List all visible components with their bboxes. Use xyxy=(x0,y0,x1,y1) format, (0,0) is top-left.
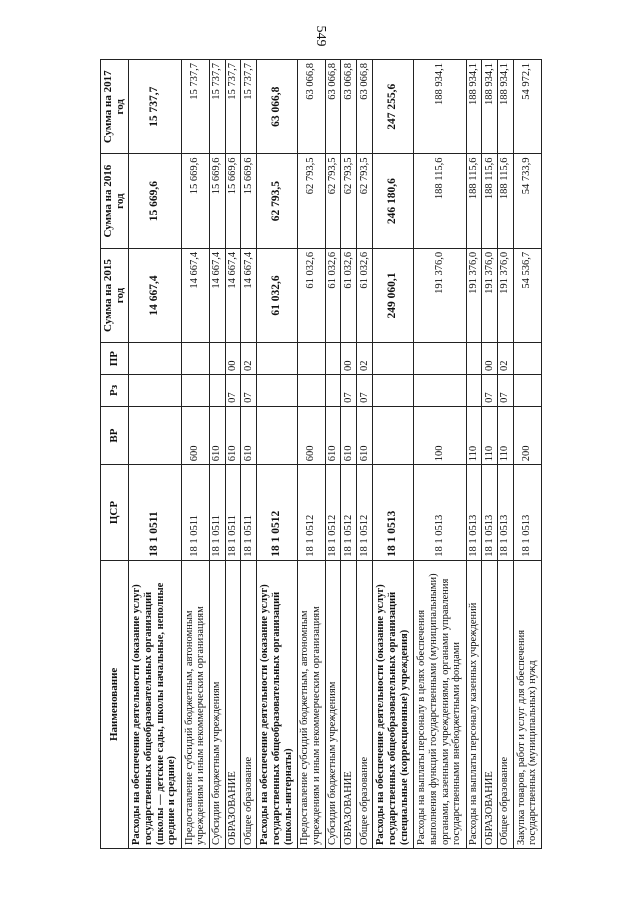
cell-name: Расходы на обеспечение деятельности (оказание услуг) государственных общеобразовательных организаций (школы — детские сады, школы начальные, неполные средние и средние) xyxy=(128,560,181,848)
cell-pr: 00 xyxy=(225,343,241,375)
cell-sum-2015: 191 376,0 xyxy=(413,248,466,342)
cell-sum-2017: 63 066,8 xyxy=(357,60,373,154)
cell-rz: 07 xyxy=(341,375,357,407)
cell-sum-2015: 249 060,1 xyxy=(372,248,413,342)
page-number: 549 xyxy=(313,25,328,47)
cell-pr xyxy=(128,343,181,375)
cell-sum-2016: 15 669,6 xyxy=(241,154,257,248)
cell-pr xyxy=(466,343,482,375)
cell-pr: 00 xyxy=(341,343,357,375)
cell-sum-2016: 15 669,6 xyxy=(128,154,181,248)
cell-sum-2017: 15 737,7 xyxy=(225,60,241,154)
cell-vr xyxy=(256,406,297,464)
cell-rz: 07 xyxy=(482,375,498,407)
cell-sum-2017: 188 934,1 xyxy=(466,60,482,154)
table-row xyxy=(466,60,482,849)
cell-rz xyxy=(325,375,341,407)
cell-sum-2016: 15 669,6 xyxy=(181,154,209,248)
cell-csr: 18 1 0512 xyxy=(325,465,341,560)
cell-csr: 18 1 0513 xyxy=(513,465,541,560)
cell-rz xyxy=(256,375,297,407)
cell-sum-2015: 191 376,0 xyxy=(482,248,498,342)
cell-sum-2015: 14 667,4 xyxy=(225,248,241,342)
header-pr: ПР xyxy=(101,343,129,375)
cell-csr: 18 1 0512 xyxy=(256,465,297,560)
cell-vr: 600 xyxy=(181,406,209,464)
cell-sum-2016: 188 115,6 xyxy=(498,154,514,248)
cell-vr: 100 xyxy=(413,406,466,464)
cell-csr: 18 1 0513 xyxy=(466,465,482,560)
cell-name: Общее образование xyxy=(357,560,373,848)
cell-sum-2015: 61 032,6 xyxy=(341,248,357,342)
cell-csr: 18 1 0511 xyxy=(128,465,181,560)
cell-csr: 18 1 0512 xyxy=(297,465,325,560)
cell-sum-2016: 246 180,6 xyxy=(372,154,413,248)
cell-sum-2016: 62 793,5 xyxy=(357,154,373,248)
table-row xyxy=(241,60,257,849)
table-row xyxy=(413,60,466,849)
cell-vr: 610 xyxy=(341,406,357,464)
cell-csr: 18 1 0511 xyxy=(225,465,241,560)
cell-vr xyxy=(128,406,181,464)
table-body xyxy=(128,60,541,849)
cell-name: Закупка товаров, работ и услуг для обеспечения государственных (муниципальных) нужд xyxy=(513,560,541,848)
cell-sum-2017: 63 066,8 xyxy=(341,60,357,154)
cell-name: Предоставление субсидий бюджетным, автономным учреждениям и иным некоммерческим организациям xyxy=(181,560,209,848)
cell-csr: 18 1 0512 xyxy=(357,465,373,560)
budget-table xyxy=(100,59,542,849)
header-sum-2017: Сумма на 2017 год xyxy=(101,60,129,154)
header-sum-2016: Сумма на 2016 год xyxy=(101,154,129,248)
cell-sum-2017: 15 737,7 xyxy=(181,60,209,154)
cell-name: Субсидии бюджетным учреждениям xyxy=(209,560,225,848)
cell-pr xyxy=(209,343,225,375)
cell-sum-2016: 188 115,6 xyxy=(482,154,498,248)
cell-name: Предоставление субсидий бюджетным, автономным учреждениям и иным некоммерческим организациям xyxy=(297,560,325,848)
cell-sum-2015: 14 667,4 xyxy=(209,248,225,342)
cell-sum-2016: 188 115,6 xyxy=(413,154,466,248)
cell-sum-2015: 14 667,4 xyxy=(128,248,181,342)
cell-pr xyxy=(413,343,466,375)
cell-csr: 18 1 0513 xyxy=(372,465,413,560)
cell-vr: 110 xyxy=(466,406,482,464)
cell-csr: 18 1 0512 xyxy=(341,465,357,560)
cell-sum-2017: 63 066,8 xyxy=(325,60,341,154)
cell-sum-2017: 188 934,1 xyxy=(498,60,514,154)
cell-rz xyxy=(466,375,482,407)
cell-sum-2017: 188 934,1 xyxy=(482,60,498,154)
cell-csr: 18 1 0513 xyxy=(498,465,514,560)
table-row xyxy=(128,60,181,849)
table-row xyxy=(357,60,373,849)
cell-sum-2015: 61 032,6 xyxy=(256,248,297,342)
cell-sum-2016: 62 793,5 xyxy=(325,154,341,248)
cell-csr: 18 1 0511 xyxy=(209,465,225,560)
header-sum-2015: Сумма на 2015 год xyxy=(101,248,129,342)
cell-sum-2015: 191 376,0 xyxy=(498,248,514,342)
table-row xyxy=(482,60,498,849)
table-row xyxy=(181,60,209,849)
cell-rz xyxy=(128,375,181,407)
cell-csr: 18 1 0511 xyxy=(241,465,257,560)
cell-name: Расходы на выплаты персоналу в целях обеспечения выполнения функций государственными (муниципальными) органами, казенными учреждениями, органами управления государственными внебюджетными фондами xyxy=(413,560,466,848)
cell-vr: 600 xyxy=(297,406,325,464)
table-row xyxy=(325,60,341,849)
cell-sum-2016: 15 669,6 xyxy=(225,154,241,248)
table-header-row xyxy=(101,60,129,849)
cell-sum-2015: 54 536,7 xyxy=(513,248,541,342)
cell-rz xyxy=(297,375,325,407)
cell-rz: 07 xyxy=(225,375,241,407)
cell-sum-2017: 188 934,1 xyxy=(413,60,466,154)
cell-sum-2017: 54 972,1 xyxy=(513,60,541,154)
cell-sum-2017: 15 737,7 xyxy=(128,60,181,154)
cell-pr xyxy=(372,343,413,375)
cell-rz xyxy=(413,375,466,407)
cell-vr: 200 xyxy=(513,406,541,464)
cell-pr: 02 xyxy=(357,343,373,375)
header-rz: Рз xyxy=(101,375,129,407)
cell-sum-2017: 247 255,6 xyxy=(372,60,413,154)
cell-sum-2017: 15 737,7 xyxy=(209,60,225,154)
cell-sum-2016: 15 669,6 xyxy=(209,154,225,248)
cell-sum-2015: 61 032,6 xyxy=(357,248,373,342)
cell-name: Расходы на обеспечение деятельности (оказание услуг) государственных общеобразовательных организаций (школы-интернаты) xyxy=(256,560,297,848)
cell-sum-2017: 63 066,8 xyxy=(256,60,297,154)
cell-rz: 07 xyxy=(357,375,373,407)
cell-csr: 18 1 0511 xyxy=(181,465,209,560)
cell-sum-2016: 62 793,5 xyxy=(297,154,325,248)
cell-sum-2015: 14 667,4 xyxy=(181,248,209,342)
cell-name: Расходы на обеспечение деятельности (оказание услуг) государственных общеобразовательных организаций (специальные (коррекционные) учреждения) xyxy=(372,560,413,848)
cell-rz xyxy=(513,375,541,407)
header-vr: ВР xyxy=(101,406,129,464)
cell-rz: 07 xyxy=(498,375,514,407)
cell-rz xyxy=(372,375,413,407)
table-row xyxy=(225,60,241,849)
cell-sum-2017: 63 066,8 xyxy=(297,60,325,154)
cell-pr xyxy=(297,343,325,375)
table-row xyxy=(513,60,541,849)
table-row xyxy=(372,60,413,849)
cell-sum-2016: 62 793,5 xyxy=(256,154,297,248)
cell-rz: 07 xyxy=(241,375,257,407)
cell-name: Субсидии бюджетным учреждениям xyxy=(325,560,341,848)
table-row xyxy=(209,60,225,849)
cell-csr: 18 1 0513 xyxy=(482,465,498,560)
cell-vr: 110 xyxy=(482,406,498,464)
cell-name: Общее образование xyxy=(498,560,514,848)
cell-name: ОБРАЗОВАНИЕ xyxy=(341,560,357,848)
cell-vr: 610 xyxy=(225,406,241,464)
cell-sum-2016: 188 115,6 xyxy=(466,154,482,248)
cell-pr xyxy=(256,343,297,375)
cell-sum-2015: 191 376,0 xyxy=(466,248,482,342)
cell-name: Общее образование xyxy=(241,560,257,848)
cell-pr xyxy=(513,343,541,375)
rotated-table-container xyxy=(100,59,542,849)
cell-pr: 02 xyxy=(498,343,514,375)
cell-vr: 110 xyxy=(498,406,514,464)
cell-sum-2015: 14 667,4 xyxy=(241,248,257,342)
table-row xyxy=(297,60,325,849)
cell-sum-2016: 54 733,9 xyxy=(513,154,541,248)
cell-name: ОБРАЗОВАНИЕ xyxy=(225,560,241,848)
cell-pr: 00 xyxy=(482,343,498,375)
cell-vr: 610 xyxy=(241,406,257,464)
header-csr: ЦСР xyxy=(101,465,129,560)
cell-vr: 610 xyxy=(209,406,225,464)
table-row xyxy=(341,60,357,849)
cell-name: ОБРАЗОВАНИЕ xyxy=(482,560,498,848)
cell-vr: 610 xyxy=(357,406,373,464)
cell-vr: 610 xyxy=(325,406,341,464)
cell-pr xyxy=(181,343,209,375)
cell-vr xyxy=(372,406,413,464)
cell-sum-2017: 15 737,7 xyxy=(241,60,257,154)
table-row xyxy=(498,60,514,849)
cell-pr xyxy=(325,343,341,375)
cell-rz xyxy=(209,375,225,407)
cell-name: Расходы на выплаты персоналу казенных учреждений xyxy=(466,560,482,848)
cell-csr: 18 1 0513 xyxy=(413,465,466,560)
cell-sum-2015: 61 032,6 xyxy=(325,248,341,342)
cell-rz xyxy=(181,375,209,407)
header-name: Наименование xyxy=(101,560,129,848)
cell-pr: 02 xyxy=(241,343,257,375)
cell-sum-2015: 61 032,6 xyxy=(297,248,325,342)
cell-sum-2016: 62 793,5 xyxy=(341,154,357,248)
table-row xyxy=(256,60,297,849)
